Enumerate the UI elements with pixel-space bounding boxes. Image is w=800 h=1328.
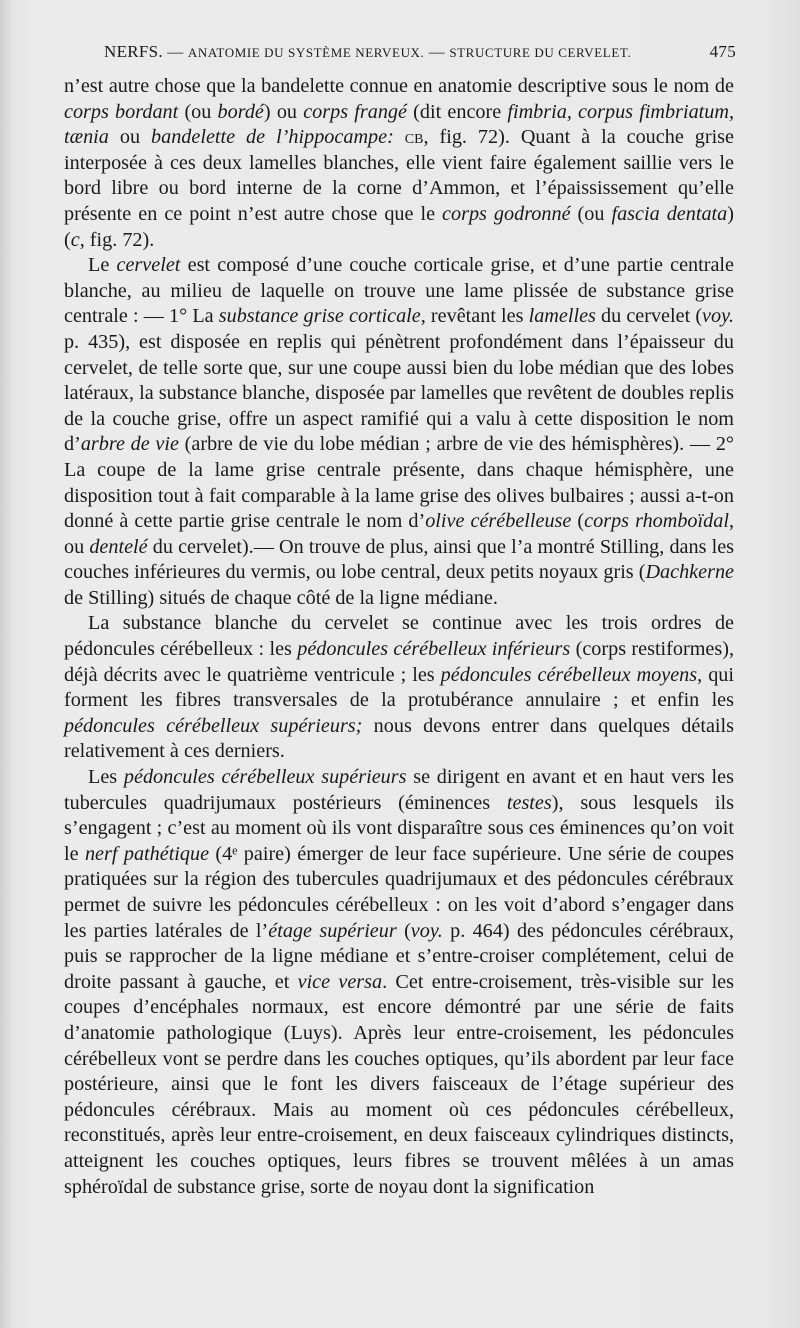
text-run: nous devons entrer dans quelques détails relativement à ces derniers. [64,714,735,763]
text-run: , qui forment les fibres transversales de la protubérance annulaire ; et enfin les [64,663,734,712]
italic-term: corps bordant [64,100,179,123]
text-run [394,126,405,148]
italic-term: Dachkerne [645,561,734,584]
text-run: La substance blanche du cervelet se continue avec les trois ordres de pédoncules cérébelleux : les [64,612,734,661]
text-run: (dit encore [406,100,508,123]
italic-term: olive cérébelleuse [425,510,572,533]
header-dash-2: — [424,44,450,61]
italic-term: étage supérieur [268,919,397,942]
italic-term: pédoncules cérébelleux supérieurs; [64,714,363,737]
paragraph [64,253,734,611]
italic-term: corps frangé [303,100,407,123]
italic-term: pédoncules cérébelleux inférieurs [297,638,571,661]
text-run: p. 435), est disposée en replis qui pénètrent profondément dans l’épaisseur du cervelet, de telle sorte que, sur une coupe aussi bien du lobe médian que des lobes latéraux, la substance blanche, disposée par lamelles que revêtent de doubles replis de la couche grise, offre un aspect ramifié qui a valu à cette disposition le nom d’ [64,330,734,456]
header-chapter: ANATOMIE DU SYSTÈME NERVEUX. [187,45,425,60]
text-run: Le [88,254,117,277]
italic-term: pédoncules cérébelleux supérieurs [123,766,407,789]
text-run: , ou [64,510,734,558]
text-run: ) ( [64,202,734,251]
text-run: p. 464) des pédoncules cérébraux, puis se rapprocher de la ligne médiane et s’entre-croiser complétement, celui de droite passant à gauche, et [64,919,734,993]
text-run: . Cet entre-croisement, très-visible sur les coupes d’encéphales normaux, est encore démontré par une série de faits d’anatomie pathologique (Luys). Après leur entre-croisement, les pédoncules cérébelleux vont se perdre dans les couches optiques, qu’ils abordent par leur face postérieure, ainsi que le font les divers faisceaux de l’étage supérieur des pédoncules cérébraux. Mais au moment où ces pédoncules cérébelleux, reconstitués, après leur entre-croisement, en deux faisceaux cylindriques distincts, atteignent les couches optiques, leurs fibres se trouvent mêlées à un amas sphéroïdal de substance grise, sorte de noyau dont la signification [64,970,734,1198]
text-run: du cervelet ( [595,305,703,328]
paragraph [64,74,734,253]
header-section: NERFS. [104,42,163,61]
text-run: (ou [570,202,612,225]
italic-term: cervelet [116,254,181,277]
text-run: Les [88,766,124,789]
text-run: ( [571,510,585,533]
italic-term: substance grise corticale [218,305,421,328]
text-run: , fig. 72). Quant à la couche grise interposée à ces deux lamelles blanches, elle vient faire également saillie vers le bord libre ou bord interne de la corne d’Ammon, et l’épaississement qu’elle présente en ce point n’est autre chose que le [64,126,734,225]
italic-term: bandelette de l’hippocampe: [151,126,394,149]
running-title [104,42,631,62]
text-run: (4ᵉ paire) émerger de leur face supérieure. Une série de coupes pratiquées sur la région des tubercules quadrijumaux et des pédoncules cérébraux permet de suivre les pédoncules cérébelleux : on les voit d’abord s’engager dans les parties latérales de l’ [64,842,734,942]
text-run: (corps restiformes), déjà décrits avec le quatrième ventricule ; les [64,638,734,686]
italic-term: lamelles [528,305,596,328]
text-run: ( [396,919,411,942]
italic-term: fascia dentata [611,202,728,225]
text-run: se dirigent en avant et en haut vers les tubercules quadrijumaux postérieurs (éminences [64,766,734,814]
italic-term: pédoncules cérébelleux moyens [440,663,698,686]
paragraph [64,765,734,1200]
italic-term: vice versa [297,970,383,993]
italic-term: corps godronné [442,202,571,225]
italic-term: bordé [217,100,264,123]
header-topic: STRUCTURE DU CERVELET. [449,45,632,60]
text-run: de Stilling) situés de chaque côté de la ligne médiane. [64,586,498,609]
text-run: ), sous lesquels ils s’engagent ; c’est au moment où ils vont disparaître sous ces éminences qu’on voit le [64,791,734,865]
text-run: (arbre de vie du lobe médian ; arbre de vie des hémisphères). — 2° La coupe de la lame grise centrale présente, dans chaque hémisphère, une disposition tout à fait comparable à la lame grise des olives bulbaires ; aussi a-t-on donné à cette partie grise centrale le nom d’ [64,433,734,533]
italic-term: voy. [702,305,734,328]
text-run: n’est autre chose que la bandelette connue en anatomie descriptive sous le nom de [64,75,734,97]
text-run: ou [108,126,151,149]
italic-term: c [70,228,80,251]
page-number: 475 [709,42,736,61]
figure-label: cb [404,126,424,149]
text-run: du cervelet).— On trouve de plus, ainsi que l’a montré Stilling, dans les couches inférieures du vermis, ou lobe central, deux petits noyaux gris ( [64,535,735,584]
paragraph [64,611,734,765]
italic-term: dentelé [89,535,148,558]
text-run: , revêtant les [420,305,529,328]
italic-term: voy. [410,919,443,942]
text-run: , fig. 72). [79,228,155,251]
italic-term: fimbria, corpus fimbriatum, tænia [64,100,734,149]
text-run: est composé d’une couche corticale grise, et d’une partie centrale blanche, au milieu de laquelle on trouve une lame plissée de substance grise centrale : — 1° La [64,254,734,328]
italic-term: testes [506,791,552,814]
text-run: (ou [178,100,218,123]
italic-term: nerf pathétique [84,842,210,865]
body-text [64,74,734,1200]
running-header [104,42,736,66]
header-dash-1: — [162,44,188,61]
italic-term: corps rhomboïdal [584,510,729,533]
italic-term: arbre de vie [80,433,179,456]
text-run: ) ou [263,100,304,123]
